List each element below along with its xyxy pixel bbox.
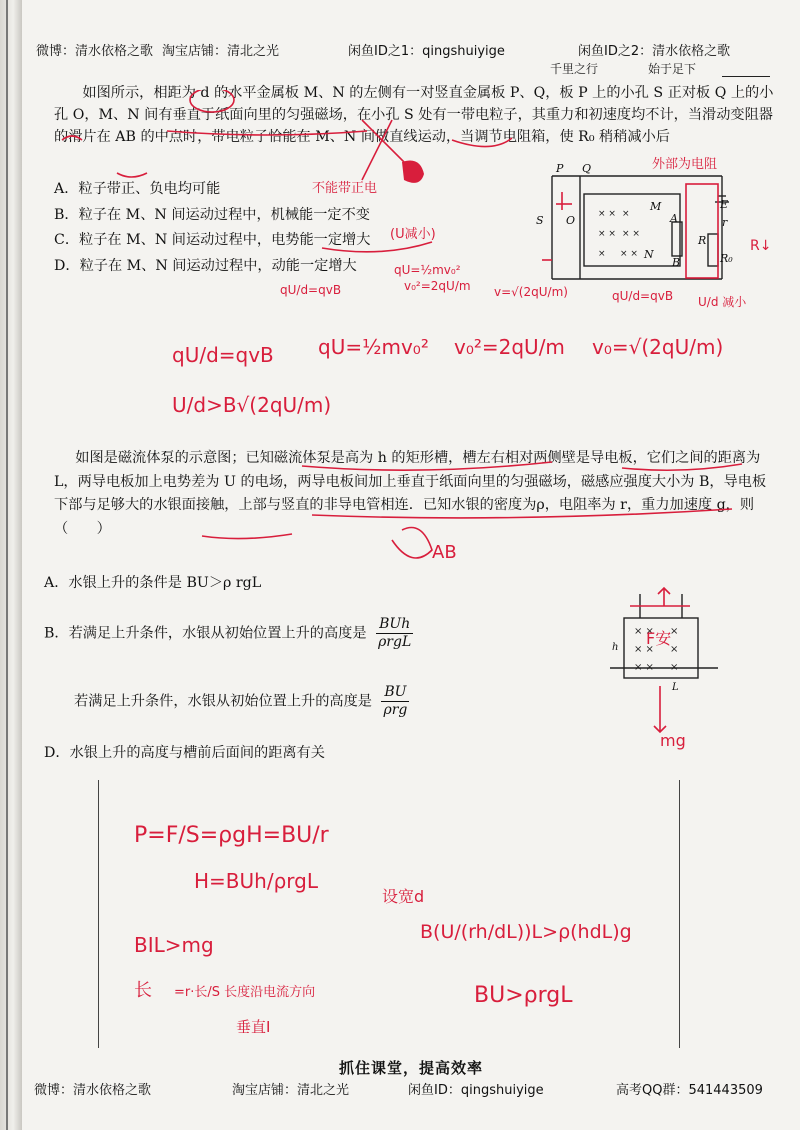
svg-text:×: × bbox=[670, 644, 679, 655]
annotation-q2-work-3: 设宽d bbox=[382, 887, 425, 906]
footer-taobao: 淘宝店铺：清北之光 bbox=[232, 1083, 350, 1098]
svg-text:×: × bbox=[598, 249, 606, 259]
worksheet-page bbox=[22, 0, 800, 1130]
annotation-work-9: qU/d=qvB bbox=[172, 343, 274, 367]
label-s: S bbox=[536, 214, 544, 227]
annotation-q2-work-9: 垂直I bbox=[236, 1018, 271, 1036]
question-2-stem-text: 如图是磁流体泵的示意图；已知磁流体泵是高为 h 的矩形槽，槽左右相对两侧壁是导电板，它们之间的距离为 L，两导电板加上电势差为 U 的电场，两导电板间加上垂直于纸面向里的匀强磁场，磁感应强度大小为 B，导电板下部与足够大的水银面接触，上部与竖直的非导电管相连．已知水银的密度为ρ，电阻率为 r，重力加速度 g，则（ ） bbox=[54, 450, 767, 537]
q2-option-a: A．水银上升的条件是 BU＞ρ rgL bbox=[44, 575, 262, 591]
label-q: Q bbox=[582, 164, 592, 175]
binding-edge bbox=[6, 0, 8, 1130]
svg-text:×: × bbox=[670, 626, 679, 637]
annotation-work-11: U/d 减小 bbox=[698, 295, 747, 309]
label-m: M bbox=[650, 200, 662, 213]
q1-handwriting bbox=[22, 90, 800, 430]
label-l: L bbox=[672, 682, 679, 693]
annotation-q2-work-5: BIL>mg bbox=[134, 933, 214, 957]
annotation-work-5: qU/d=qvB bbox=[612, 289, 674, 303]
q2-option-c-numerator: BU bbox=[381, 684, 409, 702]
annotation-r-down: R↓ bbox=[750, 238, 772, 254]
header-taobao: 淘宝店铺：清北之光 bbox=[162, 44, 280, 59]
footer-qq: 高考QQ群：541443509 bbox=[616, 1083, 763, 1098]
label-h: h bbox=[612, 642, 619, 653]
q2-option-b-text: B．若满足上升条件，水银从初始位置上升的高度是 bbox=[44, 625, 367, 642]
q1-option-d: D．粒子在 M、N 间运动过程中，动能一定增大 bbox=[54, 258, 357, 274]
q2-option-c-denominator: ρrg bbox=[383, 702, 408, 718]
svg-text:× ×: × × bbox=[622, 229, 640, 239]
q2-option-d: D．水银上升的高度与槽前后面间的距离有关 bbox=[44, 745, 325, 761]
footer-title: 抓住课堂，提高效率 bbox=[338, 1059, 483, 1077]
label-r-small: r bbox=[722, 216, 728, 229]
footer-weibo: 微博：清水依格之歌 bbox=[34, 1083, 152, 1098]
label-b: B bbox=[672, 256, 681, 269]
header-weibo: 微博：清水依格之歌 bbox=[36, 44, 154, 59]
svg-text:× ×: × × bbox=[598, 209, 616, 219]
annotation-work-1: qU=½mv₀² bbox=[394, 263, 461, 277]
label-r0: R₀ bbox=[720, 252, 733, 265]
footer-xianyu: 闲鱼ID：qingshuiyige bbox=[408, 1083, 544, 1098]
answer-box bbox=[98, 780, 680, 1048]
svg-text:× ×: × × bbox=[598, 229, 616, 239]
svg-text:× ×: × × bbox=[634, 626, 654, 637]
label-e: E bbox=[720, 198, 729, 211]
label-o: O bbox=[566, 214, 576, 227]
annotation-not-positive: 不能带正电 bbox=[312, 181, 378, 196]
question-1-stem-text: 如图所示，相距为 d 的水平金属板 M、N 的左侧有一对竖直金属板 P、Q，板 P 上的小孔 S 正对板 Q 上的小孔 O，M、N 间有垂直于纸面向里的匀强磁场，在小孔 S 处有一带电粒子，其重力和初速度均不计，当滑动变阻器的滑片在 AB 的中点时，带电粒子恰能在 M、N 间做直线运动，当调节电阻箱，使 R₀ 稍稍减小后 bbox=[54, 85, 774, 145]
label-n: N bbox=[644, 248, 654, 261]
annotation-answer: AB bbox=[432, 542, 457, 563]
label-r: R bbox=[698, 234, 707, 247]
header-xianyu-2: 闲鱼ID之2：清水依格之歌 bbox=[578, 44, 731, 59]
q1-option-a: A．粒子带正、负电均可能 bbox=[54, 181, 221, 197]
annotation-work-6: qU=½mv₀² bbox=[318, 335, 429, 359]
motto-left: 千里之行 bbox=[550, 62, 599, 76]
annotation-f-amp: F安 bbox=[646, 629, 672, 648]
svg-text:× ×: × × bbox=[620, 249, 638, 259]
annotation-work-4: qU/d=qvB bbox=[280, 283, 342, 297]
annotation-external-resistor: 外部为电阻 bbox=[652, 157, 718, 172]
header-xianyu-1: 闲鱼ID之1：qingshuiyige bbox=[348, 44, 505, 59]
label-a: A bbox=[670, 212, 678, 225]
annotation-work-8: v₀=√(2qU/m) bbox=[592, 335, 724, 359]
svg-text:×: × bbox=[622, 209, 630, 219]
annotation-work-2: v₀²=2qU/m bbox=[404, 279, 471, 293]
annotation-mg: mg bbox=[660, 731, 686, 750]
q2-option-b-denominator: ρrgL bbox=[378, 634, 412, 650]
q1-option-c: C．粒子在 M、N 间运动过程中，电势能一定增大 bbox=[54, 232, 371, 248]
annotation-work-10: U/d>B√(2qU/m) bbox=[172, 393, 332, 417]
motto-right: 始于足下 bbox=[648, 62, 697, 76]
label-p: P bbox=[556, 164, 564, 175]
annotation-q2-work-7: 长 bbox=[134, 980, 152, 1001]
annotation-work-7: v₀²=2qU/m bbox=[454, 335, 565, 359]
svg-text:×: × bbox=[670, 662, 679, 673]
svg-text:× ×: × × bbox=[634, 644, 654, 655]
annotation-q2-work-6: BU>ρrgL bbox=[474, 983, 573, 1008]
svg-text:× ×: × × bbox=[634, 662, 654, 673]
annotation-q2-work-8: =r·长/S 长度沿电流方向 bbox=[174, 985, 316, 1000]
header-rule bbox=[722, 76, 770, 77]
q2-option-b-numerator: BUh bbox=[376, 616, 413, 634]
q1-option-b: B．粒子在 M、N 间运动过程中，机械能一定不变 bbox=[54, 207, 370, 223]
q2-option-c-text: 若满足上升条件，水银从初始位置上升的高度是 bbox=[74, 693, 372, 710]
annotation-q2-work-4: B(U/(rh/dL))L>ρ(hdL)g bbox=[420, 921, 632, 943]
annotation-work-3: v=√(2qU/m) bbox=[494, 285, 568, 299]
annotation-q2-work-2: H=BUh/ρrgL bbox=[194, 869, 318, 893]
annotation-q2-work-1: P=F/S=ρgH=BU/r bbox=[134, 823, 329, 848]
page-binding bbox=[0, 0, 22, 1130]
annotation-u-decrease: (U减小) bbox=[390, 227, 436, 242]
